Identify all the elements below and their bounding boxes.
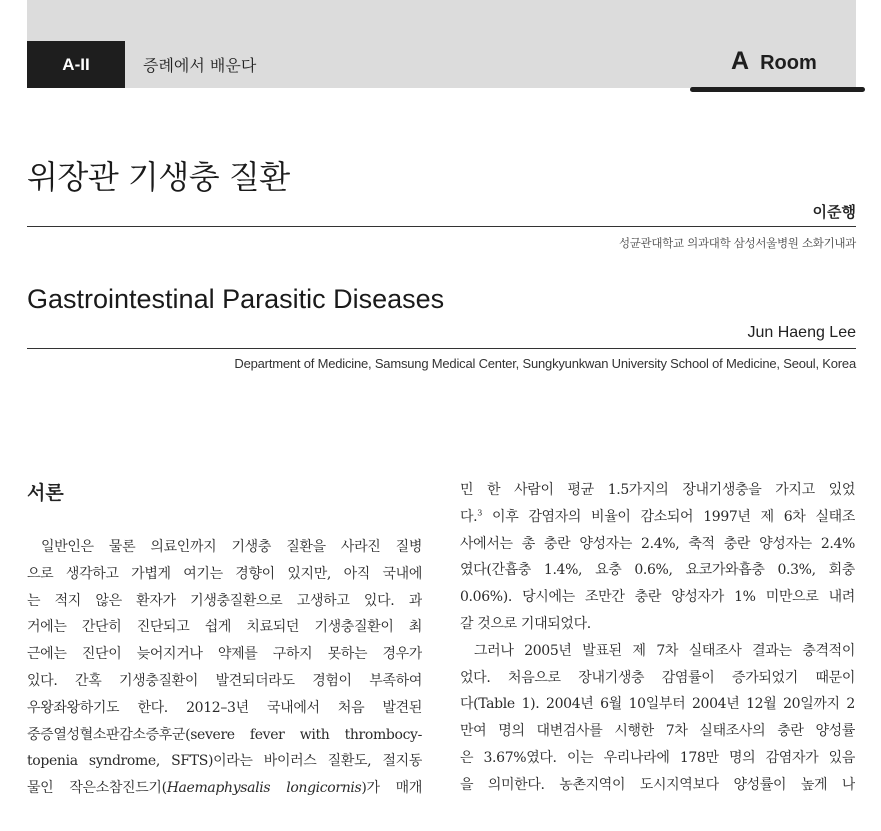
title-divider-english [27, 348, 856, 349]
text-line: 만여 명의 대변검사를 시행한 7차 실태조사의 충란 양성률 [460, 723, 855, 740]
room-underline [690, 87, 865, 92]
text-line: 을 의미한다. 농촌지역이 도시지역보다 양성률이 높게 나 [460, 776, 855, 793]
text-line: 사에서는 총 충란 양성자는 2.4%, 축적 충란 양성자는 2.4% [460, 535, 855, 552]
text-line: 근에는 진단이 늦어지거나 약제를 구하지 못하는 경우가 [27, 646, 422, 663]
text-line: 일반인은 물론 의료인까지 기생충 질환을 사라진 질병 [41, 539, 422, 555]
affiliation-korean: 성균관대학교 의과대학 삼성서울병원 소화기내과 [618, 236, 856, 250]
species-name: Haemaphysalis longicornis [166, 780, 362, 797]
room-word: Room [760, 52, 817, 74]
body-column-left [27, 534, 422, 802]
room-letter: A [731, 47, 750, 75]
body-column-right [460, 477, 855, 799]
text-line: 우왕좌왕하기도 한다. 2012–3년 국내에서 처음 발견된 [27, 699, 422, 716]
text-line [27, 775, 422, 802]
text-segment: )가 매개 [361, 780, 422, 797]
text-line [460, 504, 855, 531]
text-line: 민 한 사람이 평균 1.5가지의 장내기생충을 가지고 있었 [460, 482, 855, 498]
text-segment: 물인 작은소참진드기( [27, 780, 167, 797]
section-code-badge: A-II [27, 41, 125, 88]
text-segment: 다. [460, 508, 478, 525]
text-line: 였다(간흡충 1.4%, 요충 0.6%, 요코가와흡충 0.3%, 회충 [460, 562, 855, 579]
section-heading-introduction: 서론 [27, 482, 64, 504]
author-name-korean: 이준행 [812, 203, 856, 221]
text-line: 0.06%). 당시에는 조만간 충란 양성자가 1% 미만으로 내려 [460, 589, 855, 606]
page-title-korean: 위장관 기생충 질환 [27, 158, 290, 196]
reference-superscript: 3 [477, 508, 483, 518]
room-label [731, 47, 817, 76]
text-line: 있다. 간혹 기생충질환이 발견되더라도 경험이 부족하여 [27, 672, 422, 689]
text-line: 은 3.67%였다. 이는 우리나라에 178만 명의 감염자가 있음 [460, 749, 855, 766]
author-name-english: Jun Haeng Lee [747, 324, 856, 341]
text-line: 는 적지 않은 환자가 기생충질환으로 고생하고 있다. 과 [27, 592, 422, 609]
title-divider-korean [27, 226, 856, 227]
text-line: topenia syndrome, SFTS)이라는 바이러스 질환도, 절지동 [27, 753, 422, 770]
affiliation-english: Department of Medicine, Samsung Medical Center, Sungkyunkwan University School of Medicine, Seoul, Korea [234, 356, 856, 371]
text-line: 다(Table 1). 2004년 6월 10일부터 2004년 12월 20일까지 2 [460, 696, 855, 713]
text-line: 그러나 2005년 발표된 제 7차 실태조사 결과는 충격적이 [474, 642, 855, 659]
text-line: 거에는 간단히 진단되고 쉽게 치료되던 기생충질환이 최 [27, 619, 422, 636]
page-title-english: Gastrointestinal Parasitic Diseases [27, 284, 445, 314]
text-line: 중증열성혈소판감소증후군(severe fever with thrombocy- [27, 726, 422, 743]
section-title: 증례에서 배운다 [143, 56, 257, 75]
text-line: 으로 생각하고 가볍게 여기는 경향이 있지만, 아직 국내에 [27, 565, 422, 582]
text-line: 었다. 처음으로 장내기생충 감염률이 증가되었기 때문이 [460, 669, 855, 686]
text-segment: 이후 감염자의 비율이 감소되어 1997년 제 6차 실태조 [482, 508, 855, 525]
text-line: 갈 것으로 기대되었다. [460, 615, 591, 632]
